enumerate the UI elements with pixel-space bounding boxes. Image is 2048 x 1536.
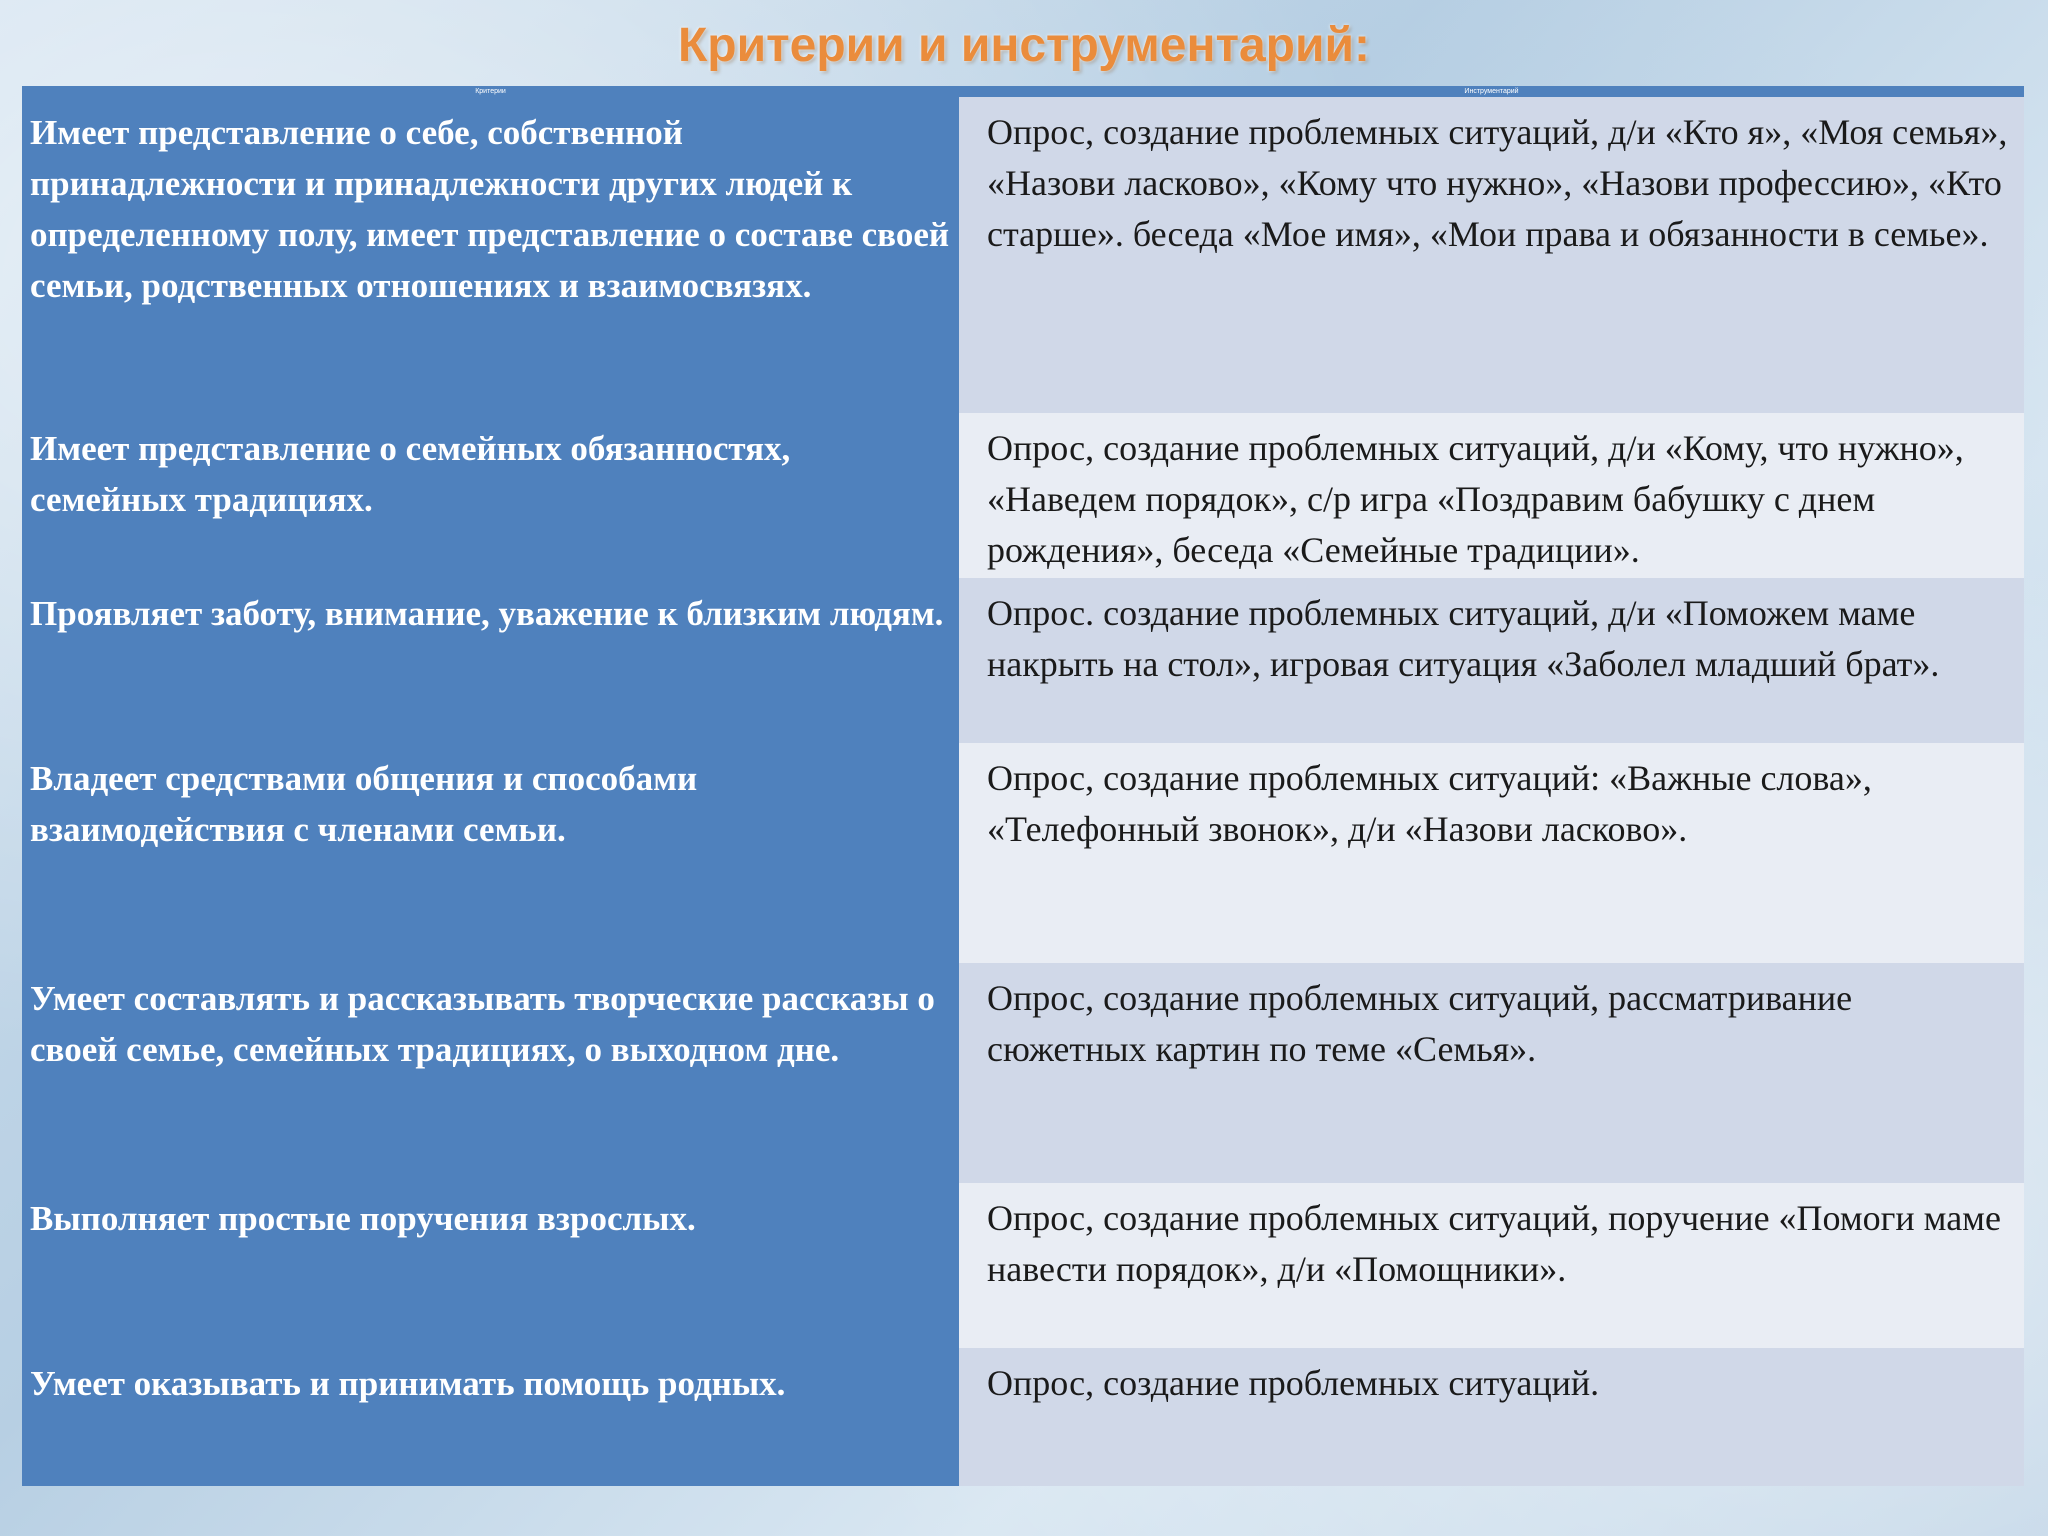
- tools-cell: Опрос, создание проблемных ситуаций, рассматривание сюжетных картин по теме «Семья».: [959, 963, 2024, 1183]
- criterion-cell: Владеет средствами общения и способами взаимодействия с членами семьи.: [30, 759, 698, 849]
- criterion-cell: Умеет оказывать и принимать помощь родных.: [30, 1364, 786, 1403]
- criteria-table: [22, 86, 2024, 1486]
- tools-cell: Опрос. создание проблемных ситуаций, д/и «Поможем маме накрыть на стол», игровая ситуация «Заболел младший брат».: [959, 578, 2024, 743]
- table-row: [22, 97, 2024, 413]
- table-header-row: [22, 86, 2024, 97]
- table-row: [22, 963, 2024, 1183]
- table-row: [22, 1348, 2024, 1486]
- tools-cell: Опрос, создание проблемных ситуаций, д/и «Кому, что нужно», «Наведем порядок», с/р игра «Поздравим бабушку с днем рождения», беседа «Семейные традиции».: [959, 413, 2024, 578]
- tools-cell: Опрос, создание проблемных ситуаций, поручение «Помоги маме навести порядок», д/и «Помощники».: [959, 1183, 2024, 1348]
- criterion-cell: Имеет представление о себе, собственной принадлежности и принадлежности других людей к определенному полу, имеет представление о составе своей семьи, родственных отношениях и взаимосвязях.: [30, 113, 950, 305]
- criterion-cell: Выполняет простые поручения взрослых.: [30, 1199, 696, 1238]
- header-tools: Инструментарий: [959, 86, 2024, 97]
- table-row: [22, 743, 2024, 963]
- tools-cell: Опрос, создание проблемных ситуаций.: [959, 1348, 2024, 1486]
- tools-cell: Опрос, создание проблемных ситуаций: «Важные слова», «Телефонный звонок», д/и «Назови ласково».: [959, 743, 2024, 963]
- header-criteria: Критерии: [22, 86, 959, 97]
- table-row: [22, 413, 2024, 578]
- criterion-cell: Имеет представление о семейных обязанностях, семейных традициях.: [30, 429, 791, 519]
- tools-cell: Опрос, создание проблемных ситуаций, д/и «Кто я», «Моя семья», «Назови ласково», «Кому что нужно», «Назови профессию», «Кто старше». беседа «Мое имя», «Мои права и обязанности в семье».: [959, 97, 2024, 413]
- criterion-cell: Проявляет заботу, внимание, уважение к близким людям.: [30, 594, 944, 633]
- criterion-cell: Умеет составлять и рассказывать творческие рассказы о своей семье, семейных традициях, о выходном дне.: [30, 979, 935, 1069]
- table-row: [22, 1183, 2024, 1348]
- table-row: [22, 578, 2024, 743]
- slide-title: Критерии и инструментарий:: [677, 19, 1370, 72]
